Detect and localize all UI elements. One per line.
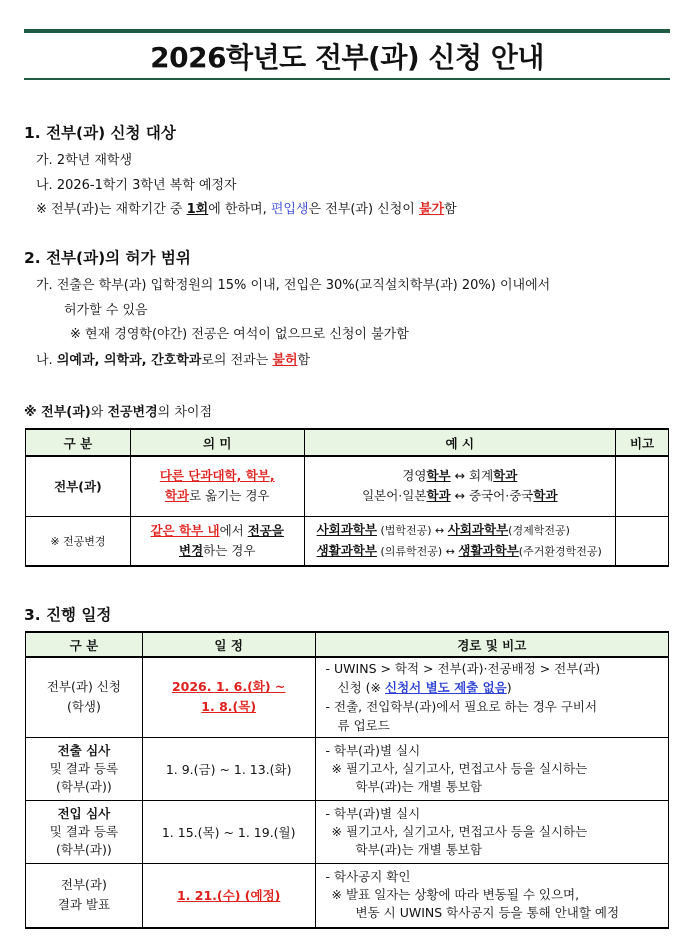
section2-item-a-note: ※ 현재 경영학(야간) 전공은 여석이 없으므로 신청이 불가함 (70, 327, 409, 342)
diff-mid: 와 (90, 405, 108, 420)
section2-item-a-line2: 허가할 수 있음 (64, 303, 148, 318)
t1-row1-meaning-dept: 학과 (164, 488, 190, 504)
t2-r3-route (315, 800, 668, 863)
table-row (26, 456, 669, 516)
t1-row2-meaning-d: 변경 (179, 542, 204, 558)
t2-r1-route (315, 657, 668, 737)
t1-row1-remarks (616, 456, 669, 516)
note-mid: 에 한하며, (208, 202, 271, 217)
ex1-d: 학과 (493, 468, 518, 484)
t1-row1-label: 전부(과) (26, 456, 131, 516)
t2-r4-cat-line1: 전부(과) (60, 877, 107, 893)
t1-header-category: 구 분 (26, 429, 131, 456)
t2-r1-note1: - UWINS > 학적 > 전부(과)·전공배정 > 전부(과) (325, 661, 601, 677)
t2-r2-note1: - 학부(과)별 실시 (325, 742, 421, 758)
table-row (26, 737, 669, 800)
ex2-b: 학과 (426, 488, 451, 504)
t2-r1-note2b: 신청서 별도 제출 없음 (385, 680, 507, 696)
t1-row2-remarks (616, 516, 669, 566)
t1-row2-meaning-e: 하는 경우 (203, 542, 256, 558)
title-rule (24, 78, 670, 80)
section2-item-b (36, 349, 310, 368)
t2-r4-cat-line2: 결과 발표 (57, 897, 111, 913)
item-b-mid: 로의 전과는 (201, 353, 273, 368)
ex1-c: ↔ 회계 (450, 468, 494, 484)
t2-r3-cat-line2: 및 결과 등록 (49, 823, 119, 839)
t2-r2-cat-line2: 및 결과 등록 (49, 760, 119, 776)
ex4-b: (의류학전공) ↔ (376, 544, 459, 558)
section3-heading: 3. 진행 일정 (24, 606, 112, 624)
section2-item-a-line1: 가. 전출은 학부(과) 입학정원의 15% 이내, 전입은 30%(교직설치학부(과) 20%) 이내에서 (36, 278, 551, 293)
ex4-c: 생활과학부 (458, 542, 519, 558)
t1-row2-label: ※ 전공변경 (26, 516, 131, 566)
difference-heading (24, 401, 212, 420)
t2-header-route: 경로 및 비고 (315, 632, 668, 657)
t2-r3-note3: 학부(과)는 개별 통보함 (355, 841, 482, 857)
table-row (26, 516, 669, 566)
t2-r4-note2: ※ 발표 일자는 상황에 따라 변동될 수 있으며, (331, 887, 580, 903)
diff-pre: ※ (24, 405, 42, 420)
ex3-d: (경제학전공) (508, 523, 570, 537)
ex3-b: (법학전공) ↔ (376, 523, 448, 537)
section1-item-b: 나. 2026-1학기 3학년 복학 예정자 (36, 178, 237, 193)
t2-r3-cat-line3: (학부(과)) (56, 841, 112, 857)
t2-r4-route (315, 863, 668, 928)
t2-r1-note2a: 신청 (※ (337, 680, 385, 696)
t2-r3-category (26, 800, 143, 863)
t1-header-example: 예 시 (304, 429, 615, 456)
item-b-pre: 나. (36, 353, 57, 368)
t2-r1-note2c: ) (506, 680, 512, 696)
section1-note (36, 198, 457, 217)
page-title: 2026학년도 전부(과) 신청 안내 (150, 41, 544, 74)
t2-r1-category (26, 657, 143, 737)
t1-row2-meaning-a: 같은 학부 내 (150, 522, 220, 538)
t1-row1-meaning-rest: 로 옮기는 경우 (189, 488, 270, 504)
t2-r1-date1: 2026. 1. 6.(화) ~ (171, 679, 286, 695)
note-transfer: 편입생 (270, 202, 309, 217)
ex1-a: 경영 (402, 468, 427, 484)
ex2-a: 일본어·일본 (362, 488, 427, 504)
t2-r2-note3: 학부(과)는 개별 통보함 (355, 778, 482, 794)
t1-row1-meaning (130, 456, 304, 516)
note-mid2: 은 전부(과) 신청이 (308, 202, 419, 217)
note-pre: ※ 전부(과)는 재학기간 중 (36, 202, 187, 217)
t1-row2-meaning-c: 전공을 (247, 522, 284, 538)
t1-row2-meaning (130, 516, 304, 566)
t2-r2-note2: ※ 필기고사, 실기고사, 면접고사 등을 실시하는 (331, 760, 588, 776)
t2-r2-cat-line1: 전출 심사 (57, 742, 111, 758)
t2-r4-note3: 변동 시 UWINS 학사공지 등을 통해 안내할 예정 (355, 905, 620, 921)
t2-r3-cat-line1: 전입 심사 (57, 805, 111, 821)
t2-r3-schedule: 1. 15.(목) ~ 1. 19.(월) (142, 800, 315, 863)
t2-header-category: 구 분 (26, 632, 143, 657)
t2-r2-route (315, 737, 668, 800)
t1-row2-example (304, 516, 615, 566)
t2-r1-note3: - 전출, 전입학부(과)에서 필요로 하는 경우 구비서 (325, 699, 598, 715)
t2-r4-note1: - 학사공지 확인 (325, 869, 411, 885)
t2-r1-cat-line1: 전부(과) 신청 (46, 679, 121, 695)
t1-row2-meaning-b: 에서 (219, 522, 248, 538)
ex2-c: ↔ 중국어·중국 (450, 488, 534, 504)
ex4-d: (주거환경학전공) (518, 544, 602, 558)
t2-r1-date2: 1. 8.(목) (201, 699, 257, 715)
table-row (26, 657, 669, 737)
t2-r4-schedule (142, 863, 315, 928)
ex2-d: 학과 (533, 488, 558, 504)
diff-end: 의 차이점 (157, 405, 213, 420)
difference-table (25, 428, 669, 567)
t2-r2-cat-line3: (학부(과)) (56, 778, 112, 794)
t2-r4-date: 1. 21.(수) (예정) (176, 888, 281, 904)
t1-header-meaning: 의 미 (130, 429, 304, 456)
note-not-allowed: 불가 (418, 202, 445, 217)
diff-a: 전부(과) (41, 405, 91, 420)
item-b-end: 함 (297, 353, 311, 368)
ex3-c: 사회과학부 (447, 521, 509, 537)
t2-r1-note4: 류 업로드 (337, 718, 390, 734)
ex4-a: 생활과학부 (316, 542, 377, 558)
t1-row1-example (304, 456, 615, 516)
item-b-majors: 의예과, 의학과, 간호학과 (56, 353, 202, 368)
section2-heading: 2. 전부(과)의 허가 범위 (24, 249, 191, 267)
ex1-b: 학부 (426, 468, 451, 484)
t2-r2-category (26, 737, 143, 800)
schedule-table (25, 631, 669, 929)
item-b-not-permitted: 불허 (272, 353, 298, 368)
t2-r3-note1: - 학부(과)별 실시 (325, 805, 421, 821)
t2-r3-note2: ※ 필기고사, 실기고사, 면접고사 등을 실시하는 (331, 823, 588, 839)
t2-header-schedule: 일 정 (142, 632, 315, 657)
t2-r2-schedule: 1. 9.(금) ~ 1. 13.(화) (142, 737, 315, 800)
table-row (26, 863, 669, 928)
t1-header-remarks: 비고 (616, 429, 669, 456)
t1-row1-meaning-line1: 다른 단과대학, 학부, (159, 468, 275, 484)
section1-heading: 1. 전부(과) 신청 대상 (24, 124, 176, 142)
top-rule (24, 29, 670, 33)
t2-r4-category (26, 863, 143, 928)
diff-b: 전공변경 (107, 405, 158, 420)
table-row (26, 800, 669, 863)
t2-r1-cat-line2: (학생) (66, 699, 101, 715)
section1-item-a: 가. 2학년 재학생 (36, 153, 133, 168)
note-once: 1회 (186, 202, 209, 217)
note-end: 함 (444, 202, 457, 217)
t2-r1-schedule (142, 657, 315, 737)
ex3-a: 사회과학부 (316, 521, 377, 537)
